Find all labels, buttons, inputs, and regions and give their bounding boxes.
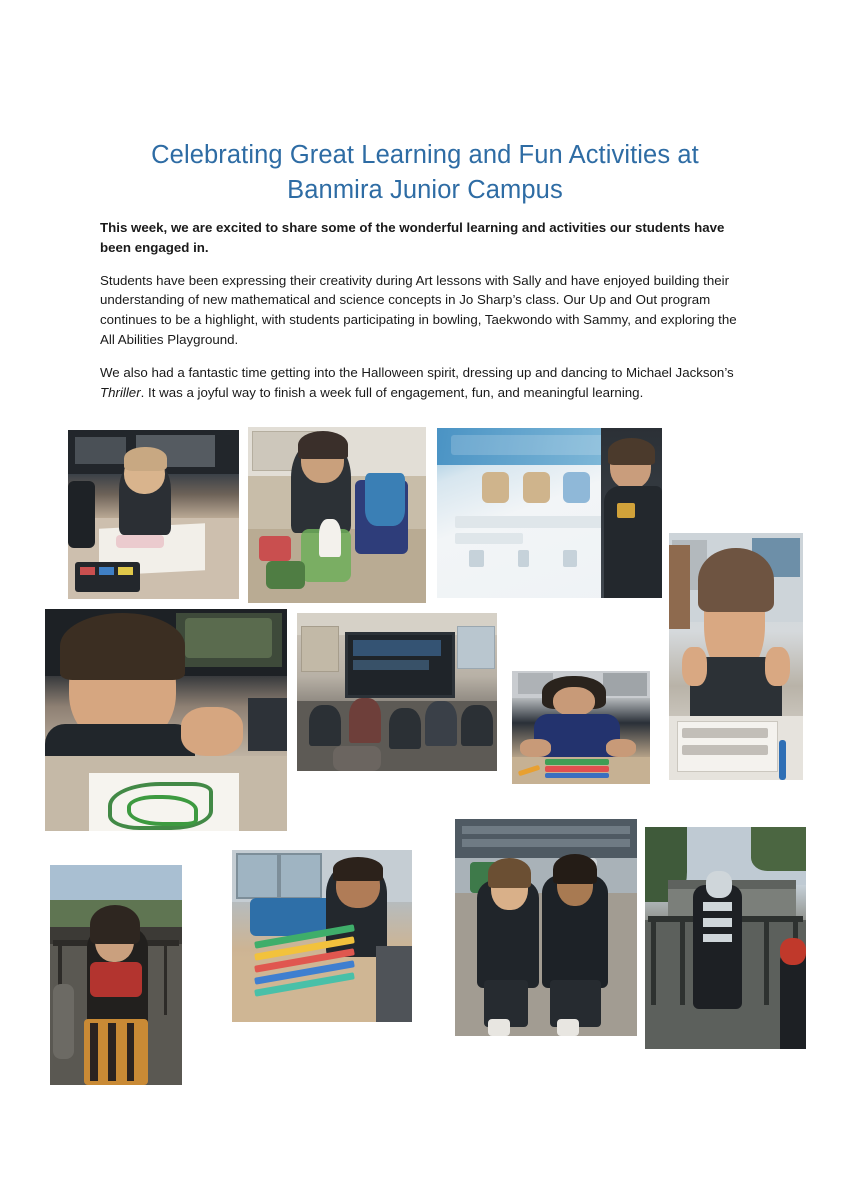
body-paragraph-2: Students have been expressing their creativity during Art lessons with Sally and have enjoyed building their understanding of new mathematical and science concepts in Jo Sharp’s class. Our Up and Out program continues to be a highlight, with students participating in bowling, Taekwondo with Sammy, and exploring the All Abilities Playground. (100, 272, 737, 347)
photo-halloween-tiger (50, 865, 182, 1085)
page-title (100, 138, 750, 208)
photo-string-painting (45, 609, 287, 831)
paragraph-3-text-after: . It was a joyful way to finish a week full of engagement, fun, and meaningful learning. (140, 384, 644, 400)
body-paragraph-3 (100, 363, 750, 402)
lead-paragraph: This week, we are excited to share some of the wonderful learning and activities our students have been engaged in. (100, 220, 725, 255)
photo-counting-blocks (512, 671, 650, 784)
photo-art-girl-painting (68, 430, 239, 599)
photo-craft-glue (248, 427, 426, 603)
photo-whiteboard-maths (437, 428, 662, 598)
page-title-line-2: Banmira Junior Campus (287, 176, 563, 205)
photo-skeleton-costume (645, 827, 806, 1049)
photo-girl-worksheet (669, 533, 803, 780)
photo-classroom-group (297, 613, 497, 771)
paragraph-3-text-before: We also had a fantastic time getting into the Halloween spirit, dressing up and dancing to Michael Jackson’s (100, 365, 734, 381)
photo-students-posing (455, 819, 637, 1036)
page-title-line-1: Celebrating Great Learning and Fun Activities at (151, 141, 699, 169)
paragraph-3-italic-title: Thriller (100, 384, 141, 400)
photo-straw-build (232, 850, 412, 1022)
document-text-block (100, 138, 750, 402)
